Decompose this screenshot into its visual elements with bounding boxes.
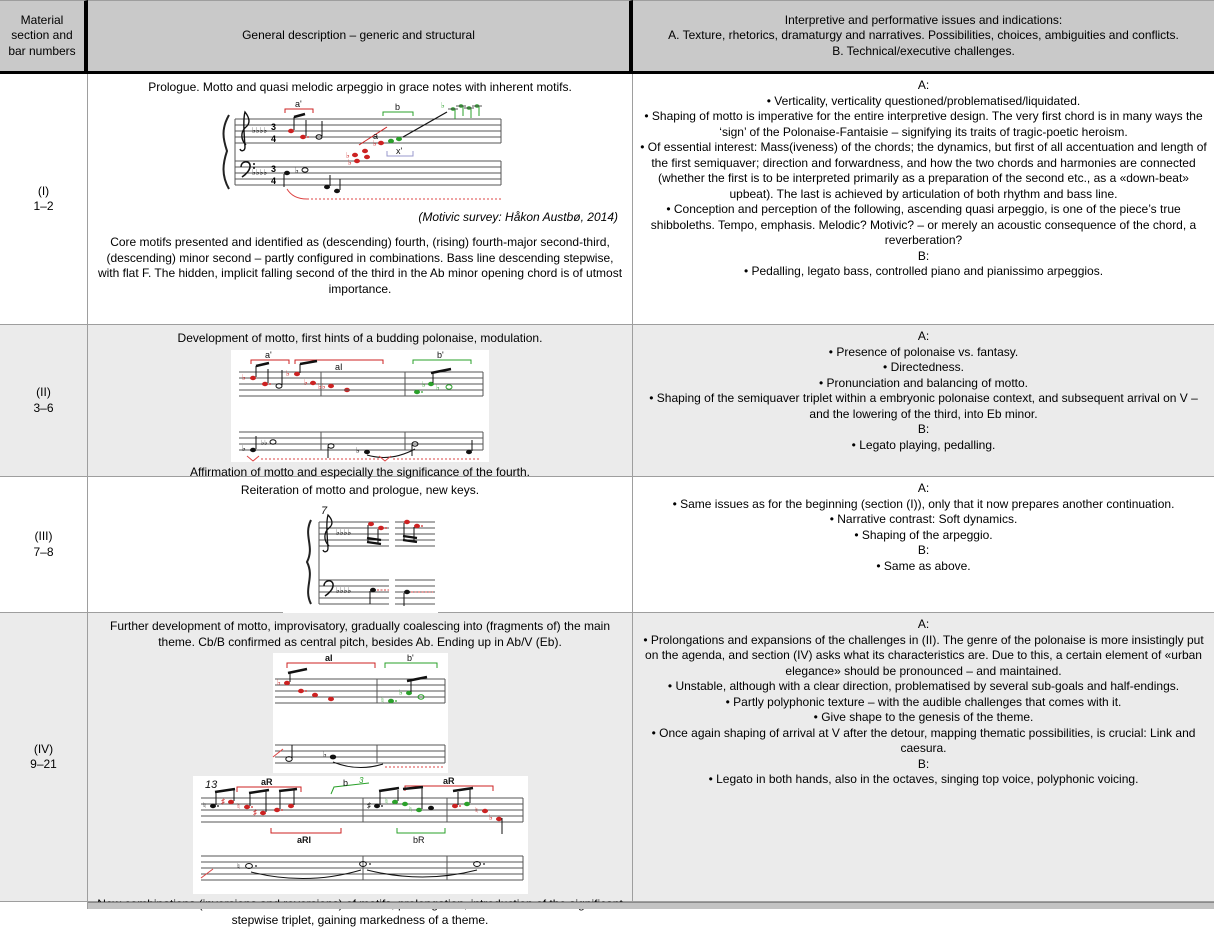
motif-label-a-prime: a' <box>265 349 272 360</box>
score-image-reiteration <box>283 502 438 616</box>
row-I-section-cell <box>0 74 88 325</box>
svg-text:♭: ♭ <box>295 165 299 175</box>
row-IV-description-cell <box>88 613 633 927</box>
issue-line: • Conception and perception of the following, ascending quasi arpeggio, is one of the piece’s true shibboleths. Tempo, emphasis. Melodic? Motivic? – or merely an acoustic consequence of the chord, a reverberation? <box>639 202 1208 249</box>
issue-line: • Pedalling, legato bass, controlled piano and pianissimo arpeggios. <box>639 264 1208 280</box>
svg-text:♭♭♭♭: ♭♭♭♭ <box>252 125 268 135</box>
score-caption: (Motivic survey: Håkon Austbø, 2014) <box>418 209 618 224</box>
svg-text:♯: ♯ <box>252 808 257 817</box>
issue-line: • Presence of polonaise vs. fantasy. <box>639 345 1208 361</box>
motif-label-b: b <box>342 778 348 788</box>
section-number: (II) <box>36 385 51 399</box>
row-I-description-cell <box>88 74 633 325</box>
row-III-issues-cell <box>633 477 1214 613</box>
motif-label-bR: bR <box>412 835 425 845</box>
issue-line: • Same as above. <box>639 559 1208 575</box>
svg-text:♭: ♭ <box>373 138 377 148</box>
svg-text:♭♭: ♭♭ <box>318 381 326 391</box>
bar-numbers: 7–8 <box>33 544 54 559</box>
motif-label-b-prime: b' <box>406 653 414 663</box>
description-bottom: Core motifs presented and identified as (descending) fourth, (rising) fourth-major second-third, (descending) minor second – partly configured in combinations. Bass line descending stepwise, with flat F. The hidden, implicit falling second of the third in the Ab minor opening chord is of utmost importance. <box>97 235 623 296</box>
description-top: Reiteration of motto and prologue, new keys. <box>240 483 480 497</box>
header-description <box>88 0 633 74</box>
issue-line: B: <box>917 422 930 436</box>
motif-label-a: a <box>373 130 379 141</box>
issue-line: • Verticality, verticality questioned/problematised/liquidated. <box>639 94 1208 110</box>
svg-text:♮: ♮ <box>236 802 240 811</box>
issue-line: • Give shape to the genesis of the theme. <box>639 710 1208 726</box>
issue-line: • Narrative contrast: Soft dynamics. <box>639 512 1208 528</box>
svg-text:♮: ♮ <box>384 797 388 806</box>
bass-clef-icon <box>324 580 333 595</box>
issue-line: A: <box>917 78 930 92</box>
issue-line: • Prolongations and expansions of the challenges in (II). The genre of the polonaise is more insistingly put on the agenda, and section (IV) asks what its characteristics are. Due to this, a certain element of «urban elegance» should be pronounced – and maintained. <box>639 633 1208 680</box>
svg-text:♭: ♭ <box>346 150 350 160</box>
issue-line: • Directedness. <box>639 360 1208 376</box>
header-material-label: Material section and bar numbers <box>8 12 76 58</box>
score-image-development <box>231 350 489 462</box>
motif-label-aR: aR <box>260 777 273 787</box>
svg-text:♮: ♮ <box>408 805 412 814</box>
svg-text:3: 3 <box>271 121 277 132</box>
row-IV-issues-cell <box>633 613 1214 902</box>
bottom-strip <box>88 902 1214 909</box>
header-issues <box>633 0 1214 74</box>
issue-line: A: <box>917 617 930 631</box>
issue-line: • Same issues as for the beginning (section (I)), only that it now prepares another continuation. <box>639 497 1208 513</box>
issue-line: • Unstable, although with a clear direction, problematised by several sub-goals and half-endings. <box>639 679 1208 695</box>
row-I-issues-cell <box>633 74 1214 325</box>
row-II-section-cell <box>0 325 88 477</box>
motif-label-b-prime: b' <box>437 349 444 360</box>
issue-line: • Legato in both hands, also in the octaves, singing top voice, polyphonic voicing. <box>639 772 1208 788</box>
row-II-description-cell <box>88 325 633 477</box>
issue-line: • Shaping of motto is imperative for the entire interpretive design. The very first chord is in many ways the ‘sign’ of the Polonaise-Fantaisie – signifying its traits of tragic-poetic heroism. <box>639 109 1208 140</box>
motif-label-b: b <box>395 101 401 112</box>
svg-text:♮: ♮ <box>474 806 478 815</box>
svg-text:♭: ♭ <box>422 379 426 389</box>
issue-line: A: <box>917 329 930 343</box>
motif-label-a-prime: a' <box>295 98 302 109</box>
description-bottom: Affirmation of motto and especially the significance of the fourth. <box>190 464 530 479</box>
motif-label-aRI: aRI <box>296 835 311 845</box>
issue-line: • Pronunciation and balancing of motto. <box>639 376 1208 392</box>
bar-numbers: 9–21 <box>30 757 57 771</box>
triplet-label: 3 <box>358 776 363 785</box>
svg-text:♭♭♭♭: ♭♭♭♭ <box>252 167 268 177</box>
issue-line: • Legato playing, pedalling. <box>639 438 1208 454</box>
issue-line: B: <box>917 248 930 263</box>
description-top: Further development of motto, improvisatory, gradually coalescing into (fragments of) the main theme. Cb/B confirmed as central pitch, besides Ab. Ending up in Ab/V (Eb). <box>109 619 610 649</box>
svg-text:♭♭♭♭: ♭♭♭♭ <box>335 527 351 537</box>
svg-text:♭: ♭ <box>436 382 440 392</box>
svg-text:♭: ♭ <box>348 157 352 167</box>
header-issues-line3: B. Technical/executive challenges. <box>832 43 1015 58</box>
issue-line: • Shaping of the arpeggio. <box>639 528 1208 544</box>
bottom-strip-left <box>0 902 88 909</box>
header-description-label: General description – generic and structural <box>242 28 475 43</box>
svg-text:♭: ♭ <box>276 678 281 687</box>
svg-text:4: 4 <box>271 175 277 186</box>
svg-text:♮: ♮ <box>236 862 240 871</box>
bar-numbers: 1–2 <box>33 199 54 213</box>
motif-label-aI: aI <box>324 653 333 663</box>
header-issues-line1: Interpretive and performative issues and indications: <box>784 12 1063 27</box>
row-IV-section-cell <box>0 613 88 902</box>
issue-line: • Once again shaping of arrival at V after the detour, mapping thematic possibilities, is crucial: Link and caesura. <box>639 726 1208 757</box>
svg-text:♭: ♭ <box>322 750 327 759</box>
issue-line: B: <box>917 756 930 771</box>
svg-text:♭: ♭ <box>356 445 360 455</box>
section-number: (III) <box>34 529 53 543</box>
score-image-prologue <box>215 99 505 204</box>
description-top: Development of motto, first hints of a budding polonaise, modulation. <box>177 331 543 345</box>
header-issues-line2: A. Texture, rhetorics, dramaturgy and narratives. Possibilities, choices, ambiguities and conflicts. <box>668 28 1179 43</box>
score-image-further-development-2 <box>193 776 528 894</box>
svg-text:♯: ♯ <box>220 797 225 806</box>
header-material <box>0 0 88 74</box>
bar-number-label: 7 <box>320 504 327 517</box>
issue-line: A: <box>917 481 930 495</box>
svg-text:♭: ♭ <box>398 688 403 697</box>
svg-text:♭: ♭ <box>488 813 493 822</box>
issue-line: B: <box>917 543 930 557</box>
motif-label-x-prime: x' <box>396 145 403 156</box>
svg-text:♭: ♭ <box>242 372 246 382</box>
svg-text:♭: ♭ <box>286 368 290 378</box>
svg-text:♯: ♯ <box>366 801 371 810</box>
section-number: (IV) <box>33 741 54 756</box>
issue-line: • Shaping of the semiquaver triplet within a embryonic polonaise context, and subsequent arrival on V – and the lowering of the third, into Eb minor. <box>639 391 1208 422</box>
svg-text:4: 4 <box>271 133 277 144</box>
motif-label-aR: aR <box>442 776 455 786</box>
section-number: (I) <box>37 183 50 198</box>
description-top: Prologue. Motto and quasi melodic arpeggio in grace notes with inherent motifs. <box>148 80 572 94</box>
svg-text:♭: ♭ <box>242 443 246 453</box>
svg-text:♮: ♮ <box>380 696 384 705</box>
bar-numbers: 3–6 <box>33 400 54 415</box>
issue-line: • Of essential interest: Mass(iveness) of the chords; the dynamics, but first of all accentuation and length of the first semiquaver; direction and forwardness, and how the two chords and harmonies are connected (whether the first is to be interpreted primarily as a preparation of the second etc., as a «down-beat» upbeat). The last is achieved by articulation of both rhythm and bass line. <box>639 140 1208 202</box>
row-III-description-cell <box>88 477 633 613</box>
svg-text:♮: ♮ <box>202 801 206 810</box>
svg-text:♭: ♭ <box>441 100 445 110</box>
svg-text:♭♭: ♭♭ <box>261 439 268 447</box>
svg-text:3: 3 <box>271 163 277 174</box>
motif-label-aI: aI <box>335 361 343 372</box>
svg-text:♭: ♭ <box>304 377 308 387</box>
bar-number-label: 13 <box>204 779 217 791</box>
bass-clef-icon <box>241 161 250 176</box>
svg-text:♭♭♭♭: ♭♭♭♭ <box>335 585 351 595</box>
issue-line: • Partly polyphonic texture – with the audible challenges that comes with it. <box>639 695 1208 711</box>
description-bottom: stepwise triplet, gaining markedness of a theme. <box>231 912 489 927</box>
row-II-issues-cell <box>633 325 1214 477</box>
score-image-further-development-1 <box>273 653 448 773</box>
row-III-section-cell <box>0 477 88 613</box>
